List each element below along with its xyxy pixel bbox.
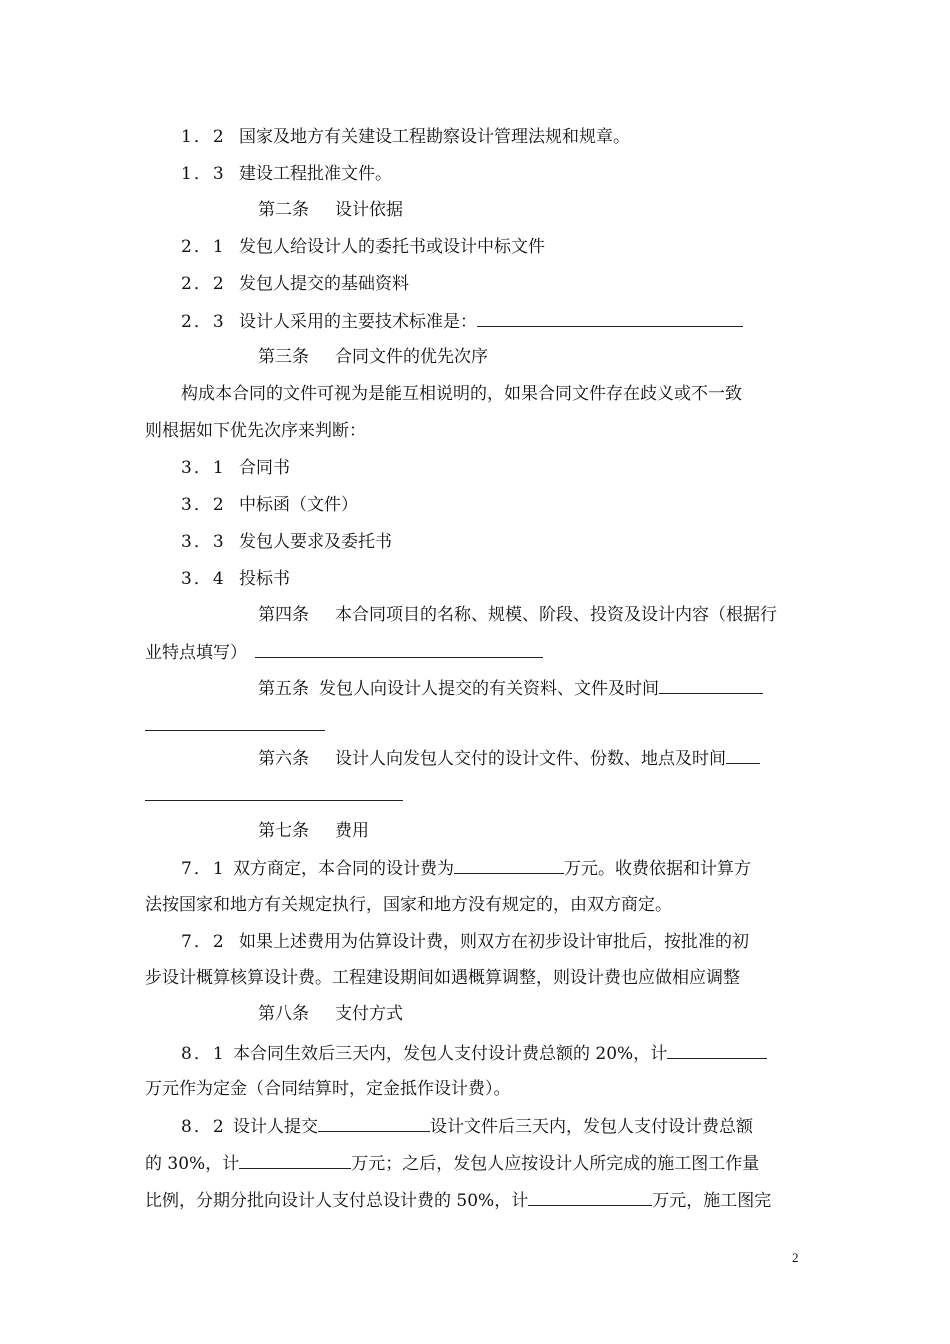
fill-in-blank[interactable]: [239, 1152, 351, 1169]
clause-8-2: [181, 1115, 753, 1138]
article-2-heading: [258, 199, 403, 221]
clause-number: 3．3: [181, 532, 226, 552]
fill-in-blank[interactable]: [659, 677, 763, 694]
article-5-heading: [258, 677, 763, 700]
paragraph-text: 比例，分期分批向设计人支付总设计费的 50%，计: [145, 1191, 529, 1211]
article-3-heading: [258, 346, 488, 368]
clause-text: 设计人采用的主要技术标准是：: [239, 312, 477, 332]
clause-2-1: [181, 236, 545, 258]
clause-8-1: [181, 1042, 767, 1065]
paragraph-line: 法按国家和地方有关规定执行，国家和地方没有规定的，由双方商定。: [145, 895, 672, 915]
clause-number: 3．1: [181, 458, 226, 478]
clause-3-1: [181, 457, 290, 479]
clause-text: 中标函（文件）: [239, 495, 358, 515]
clause-3-3: [181, 531, 392, 553]
clause-number: 7．2: [181, 932, 226, 952]
clause-text: 如果上述费用为估算设计费，则双方在初步设计审批后，按批准的初: [239, 932, 749, 952]
clause-text: 设计文件后三天内，发包人支付设计费总额: [430, 1117, 753, 1137]
clause-3-4: [181, 568, 290, 590]
clause-number: 7．1: [181, 859, 226, 879]
page-number: 2: [792, 1250, 799, 1265]
clause-text: 国家及地方有关建设工程勘察设计管理法规和规章。: [239, 127, 630, 147]
article-title: 设计人向发包人交付的设计文件、份数、地点及时间: [335, 749, 726, 769]
paragraph-text: 业特点填写）: [145, 643, 247, 663]
clause-number: 1．2: [181, 127, 226, 147]
blank-line: [145, 784, 403, 807]
paragraph-text: 万元；之后，发包人应按设计人所完成的施工图工作量: [351, 1154, 760, 1174]
article-title: 合同文件的优先次序: [335, 347, 488, 367]
fill-in-blank[interactable]: [145, 784, 403, 801]
paragraph-line: 则根据如下优先次序来判断：: [145, 421, 366, 441]
article-label: 第四条: [258, 605, 309, 625]
clause-text: 建设工程批准文件。: [239, 164, 392, 184]
clause-number: 1．3: [181, 164, 226, 184]
clause-text: 双方商定，本合同的设计费为: [233, 859, 454, 879]
fill-in-blank[interactable]: [255, 641, 543, 658]
clause-2-2: [181, 273, 409, 295]
clause-number: 2．1: [181, 237, 226, 257]
article-title: 支付方式: [335, 1004, 403, 1024]
article-label: 第八条: [258, 1004, 309, 1024]
paragraph-text: 万元，施工图完: [652, 1191, 772, 1211]
clause-number: 3．2: [181, 495, 226, 515]
clause-number: 8．2: [181, 1117, 226, 1137]
fill-in-blank[interactable]: [318, 1115, 430, 1132]
clause-7-1: [181, 857, 751, 880]
clause-text: 发包人要求及委托书: [239, 532, 392, 552]
clause-text: 设计人提交: [233, 1117, 318, 1137]
article-label: 第五条: [258, 679, 309, 699]
clause-text: 发包人给设计人的委托书或设计中标文件: [239, 237, 545, 257]
clause-number: 2．3: [181, 312, 226, 332]
clause-text: 发包人提交的基础资料: [239, 274, 409, 294]
clause-text: 本合同生效后三天内，发包人支付设计费总额的 20%，计: [233, 1044, 668, 1064]
paragraph-line: 步设计概算核算设计费。工程建设期间如遇概算调整，则设计费也应做相应调整: [145, 968, 740, 988]
article-label: 第三条: [258, 347, 309, 367]
clause-3-2: [181, 494, 358, 516]
paragraph-line: [145, 1152, 759, 1175]
clause-text: 合同书: [239, 458, 290, 478]
blank-line: [145, 714, 325, 737]
fill-in-blank[interactable]: [454, 857, 564, 874]
article-7-heading: [258, 820, 369, 842]
article-title: 发包人向设计人提交的有关资料、文件及时间: [319, 679, 659, 699]
article-title: 设计依据: [335, 200, 403, 220]
clause-2-3: [181, 310, 743, 333]
article-label: 第六条: [258, 749, 309, 769]
paragraph-text: 的 30%，计: [145, 1154, 240, 1174]
fill-in-blank[interactable]: [145, 714, 325, 731]
paragraph-line: [145, 641, 543, 664]
clause-1-3: [181, 163, 392, 185]
fill-in-blank[interactable]: [667, 1042, 767, 1059]
article-4-heading: [258, 604, 777, 626]
fill-in-blank[interactable]: [528, 1189, 652, 1206]
fill-in-blank[interactable]: [477, 310, 743, 327]
article-6-heading: [258, 747, 760, 770]
fill-in-blank[interactable]: [726, 747, 760, 764]
article-label: 第七条: [258, 821, 309, 841]
paragraph-line: 万元作为定金（合同结算时，定金抵作设计费）。: [145, 1079, 511, 1099]
article-title: 费用: [335, 821, 369, 841]
article-title: 本合同项目的名称、规模、阶段、投资及设计内容（根据行: [335, 605, 777, 625]
paragraph-line: [145, 1189, 771, 1212]
paragraph-line: 构成本合同的文件可视为是能互相说明的，如果合同文件存在歧义或不一致: [181, 384, 742, 404]
clause-number: 8．1: [181, 1044, 226, 1064]
clause-1-2: [181, 126, 630, 148]
article-8-heading: [258, 1003, 403, 1025]
article-label: 第二条: [258, 200, 309, 220]
clause-number: 2．2: [181, 274, 226, 294]
clause-text: 万元。收费依据和计算方: [564, 859, 751, 879]
clause-7-2: [181, 931, 749, 953]
clause-text: 投标书: [239, 569, 290, 589]
clause-number: 3．4: [181, 569, 226, 589]
